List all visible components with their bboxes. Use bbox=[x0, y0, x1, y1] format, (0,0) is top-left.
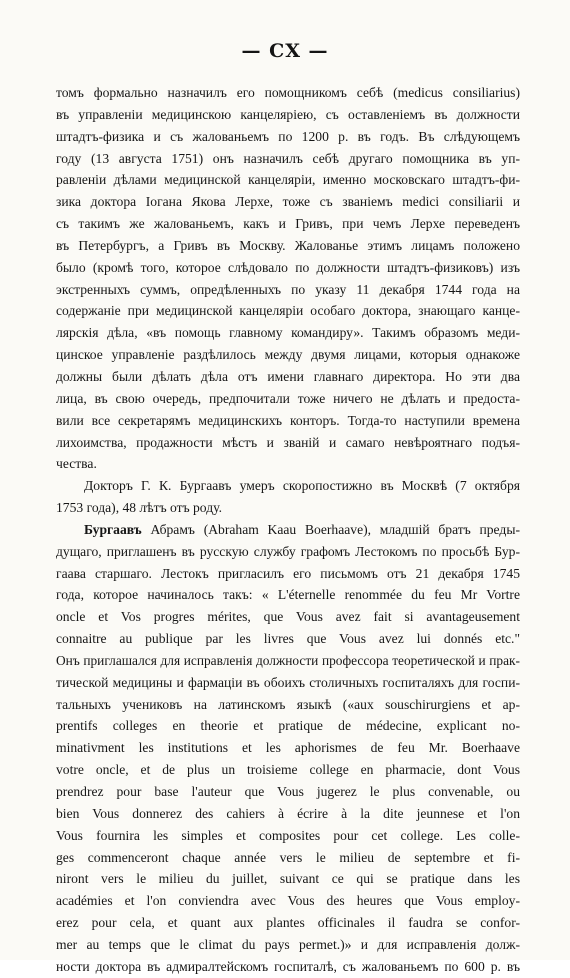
text-line bbox=[56, 213, 520, 235]
text-line bbox=[56, 300, 520, 322]
text-line bbox=[56, 803, 520, 825]
line-text: тальныхъ учениковъ на латинскомъ языкѣ («aux souschirurgiens et ap- bbox=[56, 696, 520, 712]
line-text: votre oncle, et de plus un troisieme college en pharmacie, dont Vous bbox=[56, 762, 520, 778]
line-text: въ управленіи медицинскою канцеляріею, съ оставленіемъ въ должности bbox=[56, 106, 520, 122]
line-text: bien Vous donnerez des cahiers à écrire à la dite jeunnese et l'on bbox=[56, 805, 520, 821]
line-text: prentifs colleges en theorie et pratique de médecine, explicant no- bbox=[56, 718, 520, 734]
line-text: ges commenceront chaque année vers le milieu de septembre et fi- bbox=[56, 849, 520, 865]
line-text: тической медицины и фармаціи въ обоихъ столичныхъ госпиталяхъ для госпи- bbox=[56, 674, 520, 690]
line-text: зика доктора Іогана Якова Лерхе, тоже съ званіемъ medici consiliarii и bbox=[56, 194, 520, 210]
line-text: чества. bbox=[56, 456, 97, 472]
line-text: цинское управленіе раздѣлилось между двумя лицами, которыя однакоже bbox=[56, 347, 520, 363]
line-text: году (13 августа 1751) онъ назначилъ себѣ другаго помощника въ уп- bbox=[56, 150, 520, 166]
line-text: штадтъ-физика и съ жалованьемъ по 1200 р. въ годъ. Въ слѣдующемъ bbox=[56, 128, 520, 144]
line-text: гаава старшаго. Лестокъ пригласилъ его письмомъ отъ 21 декабря 1745 bbox=[56, 565, 520, 581]
text-line bbox=[56, 694, 520, 716]
text-line bbox=[56, 475, 520, 497]
line-text: Онъ приглашался для исправленія должности профессора теоретической и прак- bbox=[56, 652, 520, 668]
line-text: erez pour cela, et quant aux plantes officinales il faudra se confor- bbox=[56, 915, 520, 931]
text-line bbox=[56, 453, 520, 475]
text-line bbox=[56, 257, 520, 279]
line-text: Докторъ Г. К. Бургаавъ умеръ скоропостижно въ Москвѣ (7 октября bbox=[84, 478, 520, 494]
text-line bbox=[56, 563, 520, 585]
line-text: томъ формально назначилъ его помощникомъ себѣ (medicus consiliarius) bbox=[56, 85, 520, 100]
text-line bbox=[56, 737, 520, 759]
text-line bbox=[56, 650, 520, 672]
text-line bbox=[56, 148, 520, 170]
line-text: лица, въ свою очередь, предпочитали тоже ничего не дѣлать и предоста- bbox=[56, 390, 520, 406]
line-text: connaitre au publique par les livres que Vous avez lui donnés etc." bbox=[56, 631, 520, 647]
text-line bbox=[56, 934, 520, 956]
text-line bbox=[56, 781, 520, 803]
text-line bbox=[56, 388, 520, 410]
line-text: Vous fournira les simples et composites pour cet college. Les colle- bbox=[56, 827, 520, 843]
line-text: лихоимства, продажности мѣстъ и званій и самаго невѣроятнаго подъя- bbox=[56, 434, 520, 450]
text-line bbox=[56, 672, 520, 694]
line-text: дущаго, приглашенъ въ русскую службу графомъ Лестокомъ по просьбѣ Бур- bbox=[56, 543, 520, 559]
text-line bbox=[56, 104, 520, 126]
entry-heading: Бургаавъ bbox=[84, 521, 142, 537]
line-text: ности доктора въ адмиралтейскомъ госпиталѣ, съ жалованьемъ по 600 р. въ bbox=[56, 958, 520, 974]
line-text: minativment les institutions et les aphorismes de feu Mr. Boerhaave bbox=[56, 740, 520, 756]
text-line bbox=[56, 912, 520, 934]
text-line bbox=[56, 584, 520, 606]
text-line bbox=[56, 825, 520, 847]
text-line bbox=[56, 279, 520, 301]
line-text: съ такимъ же жалованьемъ, какъ и Гривъ, при чемъ Лерхе переведенъ bbox=[56, 216, 520, 232]
text-line bbox=[56, 606, 520, 628]
text-line bbox=[56, 126, 520, 148]
line-text: года, которое начиналось такъ: « L'éternelle renommée du feu Mr Vortre bbox=[56, 587, 520, 603]
text-line bbox=[56, 519, 520, 541]
line-text: должны были дѣлать дѣла отъ имени главнаго директора. Но эти два bbox=[56, 368, 520, 384]
text-line bbox=[56, 759, 520, 781]
line-text: Абрамъ (Abraham Kaau Boerhaave), младшій братъ преды- bbox=[141, 521, 520, 537]
text-line bbox=[56, 628, 520, 650]
line-text: въ Петербургъ, а Гривъ въ Москву. Жалованье этимъ лицамъ положено bbox=[56, 237, 520, 253]
line-text: mer au temps que le climat du pays permet.)» и для исправленія долж- bbox=[56, 936, 520, 952]
text-line bbox=[56, 235, 520, 257]
text-line bbox=[56, 82, 520, 104]
text-line bbox=[56, 432, 520, 454]
line-text: oncle et Vos progres mérites, que Vous avez fait si avantageusement bbox=[56, 609, 520, 625]
line-text: académies et l'on conviendra avec Vous des heures que Vous employ- bbox=[56, 893, 520, 909]
text-line bbox=[56, 956, 520, 978]
line-text: равленіи дѣлами медицинской канцеляріи, именно московскаго штадтъ-фи- bbox=[56, 172, 520, 188]
line-text: niront vers le milieu du juillet, suivant ce qui se pratique dans les bbox=[56, 871, 520, 887]
text-line bbox=[56, 322, 520, 344]
text-line bbox=[56, 890, 520, 912]
text-line bbox=[56, 344, 520, 366]
text-line bbox=[56, 191, 520, 213]
line-text: вили все секретарямъ медицинскихъ конторъ. Тогда-то наступили времена bbox=[56, 412, 520, 428]
page-number-header: — CX — bbox=[241, 40, 329, 62]
line-text: 1753 года), 48 лѣтъ отъ роду. bbox=[56, 500, 222, 516]
text-line bbox=[56, 715, 520, 737]
text-line bbox=[56, 497, 520, 519]
body-text bbox=[56, 82, 520, 978]
text-line bbox=[56, 366, 520, 388]
text-line bbox=[56, 541, 520, 563]
line-text: экстренныхъ суммъ, опредѣленныхъ по указу 11 декабря 1744 года на bbox=[56, 281, 520, 297]
text-line bbox=[56, 868, 520, 890]
text-line bbox=[56, 410, 520, 432]
line-text: было (кромѣ того, которое слѣдовало по должности штадтъ-физиковъ) изъ bbox=[56, 259, 520, 275]
line-text: лярскія дѣла, «въ помощь главному командиру». Такимъ образомъ меди- bbox=[56, 325, 520, 341]
text-line bbox=[56, 169, 520, 191]
line-text: prendrez pour base l'auteur que Vous jugerez le plus convenable, ou bbox=[56, 784, 520, 799]
text-line bbox=[56, 847, 520, 869]
line-text: содержаніе при медицинской канцеляріи особаго доктора, знающаго канце- bbox=[56, 303, 520, 319]
